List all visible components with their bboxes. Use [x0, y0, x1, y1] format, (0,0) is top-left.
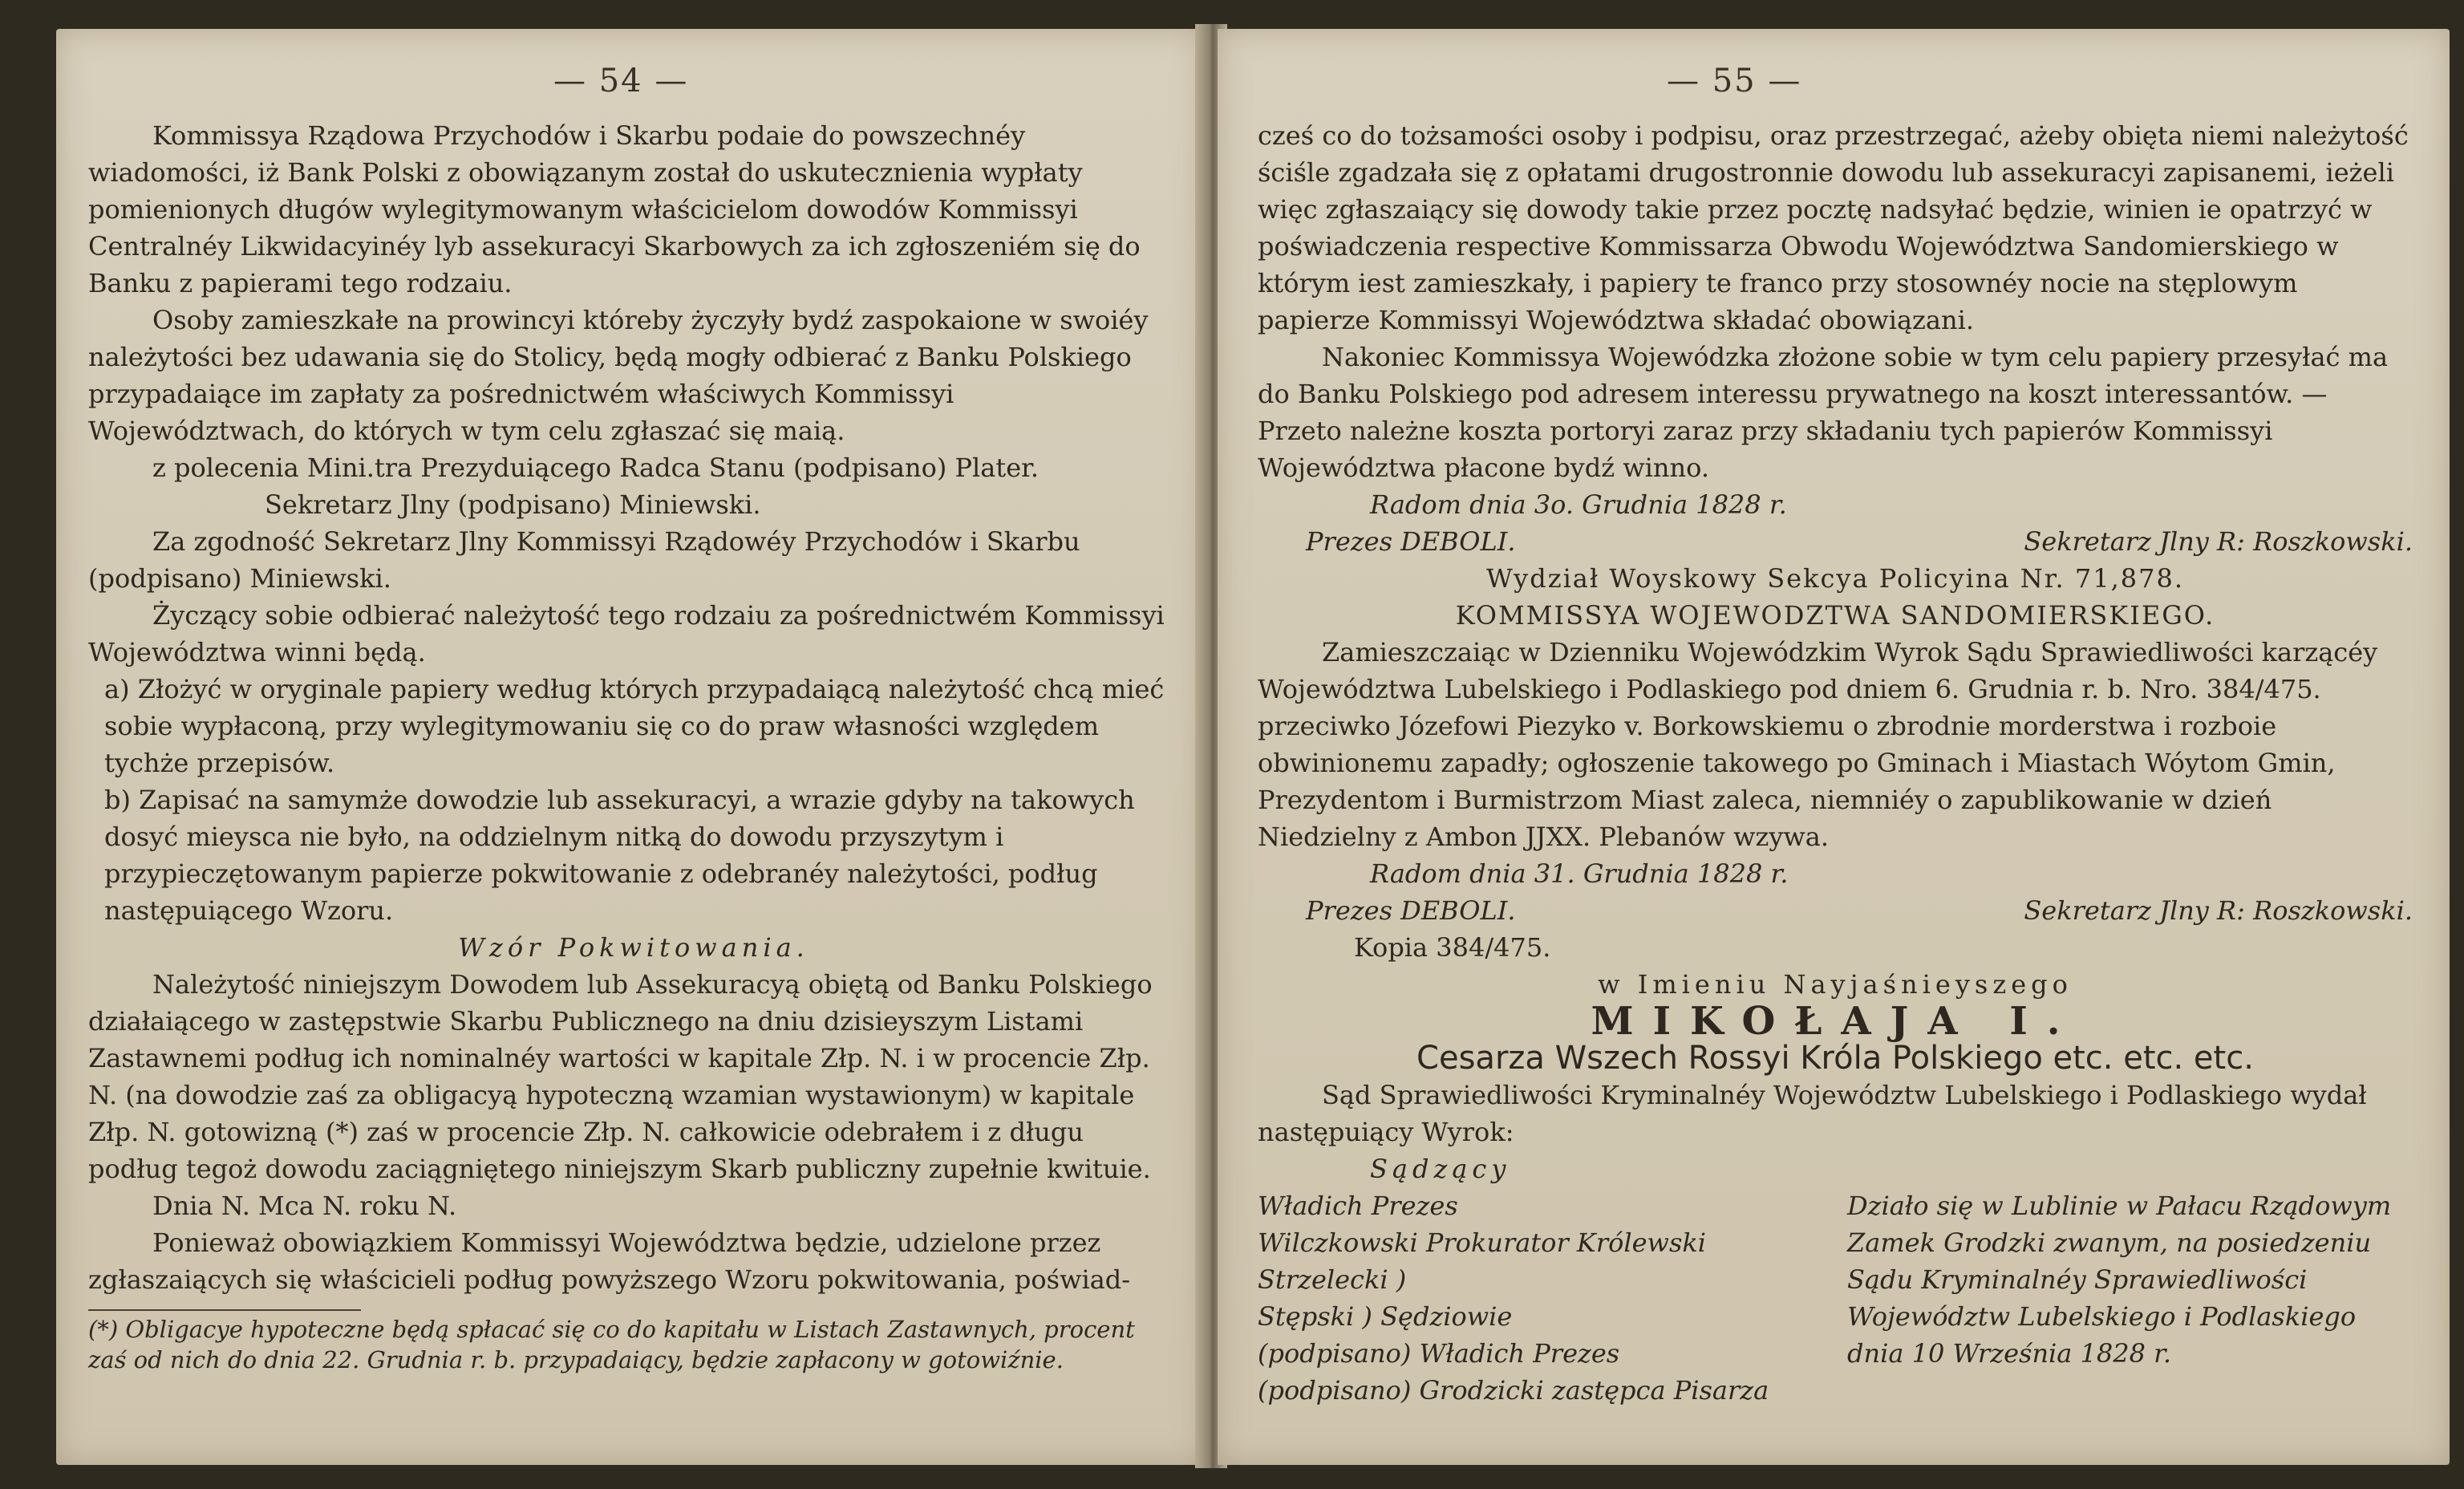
- left-paragraph: Sekretarz Jlny (podpisano) Miniewski.: [265, 489, 761, 520]
- right-page-body: [1258, 117, 2413, 1409]
- left-paragraph: Należytość niniejszym Dowodem lub Assekuracyą obiętą od Banku Polskiego działaiącego w zastępstwie Skarbu Publicznego na dniu dzisieyszym Listami Zastawnemi podług ich nominalnéy wartości w kapitale Złp. N. i w procencie Złp. N. (na dowodzie zaś za obligacyą hypoteczną wzamian wystawionym) w kapitale Złp. N. gotowizną (*) zaś w procencie Złp. N. całkowicie odebrałem i z długu podług tegoż dowodu zaciągniętego niniejszym Skarb publiczny zupełnie kwituie.: [88, 969, 1153, 1184]
- left-page: [56, 29, 1203, 1465]
- judges-right: [1847, 1187, 2413, 1409]
- signature-row: [1258, 523, 2413, 560]
- mikolaja-heading: MIKOŁAJA I.: [1591, 999, 2080, 1044]
- judge-line: Stępski ) Sędziowie: [1258, 1301, 1513, 1332]
- left-paragraph: Za zgodność Sekretarz Jlny Kommissyi Rządowéy Przychodów i Skarbu (podpisano) Miniewski.: [88, 526, 1080, 594]
- trial-location: Działo się w Lublinie w Pałacu Rządowym Zamek Grodzki zwanym, na posiedzeniu Sądu Kryminalnéy Sprawiedliwości Województw Lubelskiego i Podlaskiego dnia 10 Września 1828 r.: [1847, 1191, 2392, 1369]
- judge-line: (podpisano) Władich Prezes: [1258, 1338, 1620, 1369]
- left-paragraph: Wzór Pokwitowania.: [458, 932, 809, 963]
- right-page: [1218, 29, 2450, 1465]
- left-paragraph: z polecenia Mini.tra Prezyduiącego Radca Stanu (podpisano) Plater.: [152, 452, 1040, 483]
- right-paragraph: Zamieszczaiąc w Dzienniku Wojewódzkim Wyrok Sądu Sprawiedliwości karzącéy Województwa Lubelskiego i Podlaskiego pod dniem 6. Grudnia r. b. Nro. 384/475. przeciwko Józefowi Piezyko v. Borkowskiemu o zbrodnie morderstwa i rozboie obwinionemu zapadły; ogłoszenie takowego po Gminach i Miastach Wóytom Gmin, Prezydentom i Burmistrzom Miast zaleca, niemniéy o zapublikowanie w dzień Niedzielny z Ambon JJXX. Plebanów wzywa.: [1258, 637, 2378, 852]
- right-paragraph: Nakoniec Kommissya Wojewódzka złożone sobie w tym celu papiery przesyłać ma do Banku Polskiego pod adresem interessu prywatnego na koszt interessantów. — Przeto należne koszta portoryi zaraz przy składaniu tych papierów Kommissyi Województwa płacone bydź winno.: [1258, 342, 2389, 483]
- footnote-divider: [88, 1309, 361, 1311]
- cesarza-heading: Cesarza Wszech Rossyi Króla Polskiego etc. etc. etc.: [1416, 1040, 2254, 1077]
- kopia-line: Kopia 384/475.: [1354, 932, 1551, 963]
- judge-line: Władich Prezes: [1258, 1191, 1458, 1221]
- signature-row: [1258, 892, 2413, 929]
- right-page-number-value: 55: [1712, 63, 1757, 99]
- wydzial-line: Wydział Woyskowy Sekcya Policyina Nr. 71,878.: [1485, 563, 2185, 594]
- left-paragraph: b) Zapisać na samymże dowodzie lub assekuracyi, a wrazie gdyby na takowych dosyć mieysca nie było, na oddzielnym nitką do dowodu przyszytym i przypieczętowanym papierze pokwitowanie z odebranéy należytości, podług następuiącego Wzoru.: [104, 785, 1135, 926]
- left-paragraph: Życzący sobie odbierać należytość tego rodzaiu za pośrednictwém Kommissyi Województwa winni będą.: [88, 600, 1165, 667]
- right-paragraph: cześ co do tożsamości osoby i podpisu, oraz przestrzegać, ażeby obięta niemi należytość ściśle zgadzała się z opłatami drugostronnie dowodu lub assekuracyi zapisanemi, ieżeli więc zgłaszaiący się dowody takie przez pocztę nadsyłać będzie, winien ie opatrzyć w poświadczenia respective Kommissarza Obwodu Województwa Sandomierskiego w którym iest zamieszkały, i papiery te franco przy stosownéy nocie na stęplowym papierze Kommissyi Województwa składać obowiązani.: [1258, 120, 2409, 335]
- sad-line: Sąd Sprawiedliwości Kryminalnéy Województw Lubelskiego i Podlaskiego wydał następuiący Wyrok:: [1258, 1080, 2367, 1147]
- left-paragraph: Osoby zamieszkałe na prowincyi któreby życzyły bydź zaspokaione w swoiéy należytości bez udawania się do Stolicy, będą mogły odbierać z Banku Polskiego przypadaiące im zapłaty za pośrednictwém właściwych Kommissyi Województwach, do których w tym celu zgłaszać się maią.: [88, 305, 1149, 446]
- left-paragraph: Kommissya Rządowa Przychodów i Skarbu podaie do powszechnéy wiadomości, iż Bank Polski z obowiązanym został do uskutecznienia wypłaty pomienionych długów wylegitymowanym właścicielom dowodów Kommissyi Centralnéy Likwidacyinéy lyb assekuracyi Skarbowych za ich zgłoszeniém się do Banku z papierami tego rodzaiu.: [88, 120, 1141, 298]
- left-page-number: — 54 —: [553, 63, 689, 99]
- judge-line: Wilczkowski Prokurator Królewski: [1258, 1227, 1706, 1258]
- sekretarz-signature: Sekretarz Jlny R: Roszkowski.: [2024, 895, 2413, 926]
- date-line: Radom dnia 31. Grudnia 1828 r.: [1370, 858, 1789, 889]
- footnote: (*) Obligacye hypoteczne będą spłacać się co do kapitału w Listach Zastawnych, procent zaś od nich do dnia 22. Grudnia r. b. przypadaiący, będzie zapłacony w gotowiźnie.: [88, 1316, 1135, 1373]
- left-page-number-value: 54: [598, 63, 643, 99]
- left-paragraph: Ponieważ obowiązkiem Kommissyi Województwa będzie, udzielone przez zgłaszaiących się właścicieli podług powyższego Wzoru pokwitowania, poświad-: [88, 1227, 1131, 1295]
- kommissya-heading: KOMMISSYA WOJEWODZTWA SANDOMIERSKIEGO.: [1455, 600, 2215, 631]
- prezes-signature: Prezes DEBOLI.: [1306, 526, 1516, 557]
- right-page-number: — 55 —: [1667, 63, 1802, 99]
- judges-block: [1258, 1187, 2413, 1409]
- w-imieniu-line: w Imieniu Nayjaśnieyszego: [1598, 969, 2073, 1000]
- sekretarz-signature: Sekretarz Jlny R: Roszkowski.: [2024, 526, 2413, 557]
- left-page-body: [88, 117, 1179, 1375]
- left-paragraph: Dnia N. Mca N. roku N.: [152, 1191, 457, 1221]
- left-paragraph: a) Złożyć w oryginale papiery według których przypadaiącą należytość chcą mieć sobie wypłaconą, przy wylegitymowaniu się co do praw własności względem tychże przepisów.: [104, 674, 1165, 778]
- judges-left: [1258, 1187, 1823, 1409]
- date-line: Radom dnia 3o. Grudnia 1828 r.: [1370, 489, 1787, 520]
- judge-line: Strzelecki ): [1258, 1264, 1407, 1295]
- prezes-signature: Prezes DEBOLI.: [1306, 895, 1516, 926]
- sadzacy-label: Sądzący: [1370, 1154, 1511, 1184]
- judge-line: (podpisano) Grodzicki zastępca Pisarza: [1258, 1375, 1769, 1406]
